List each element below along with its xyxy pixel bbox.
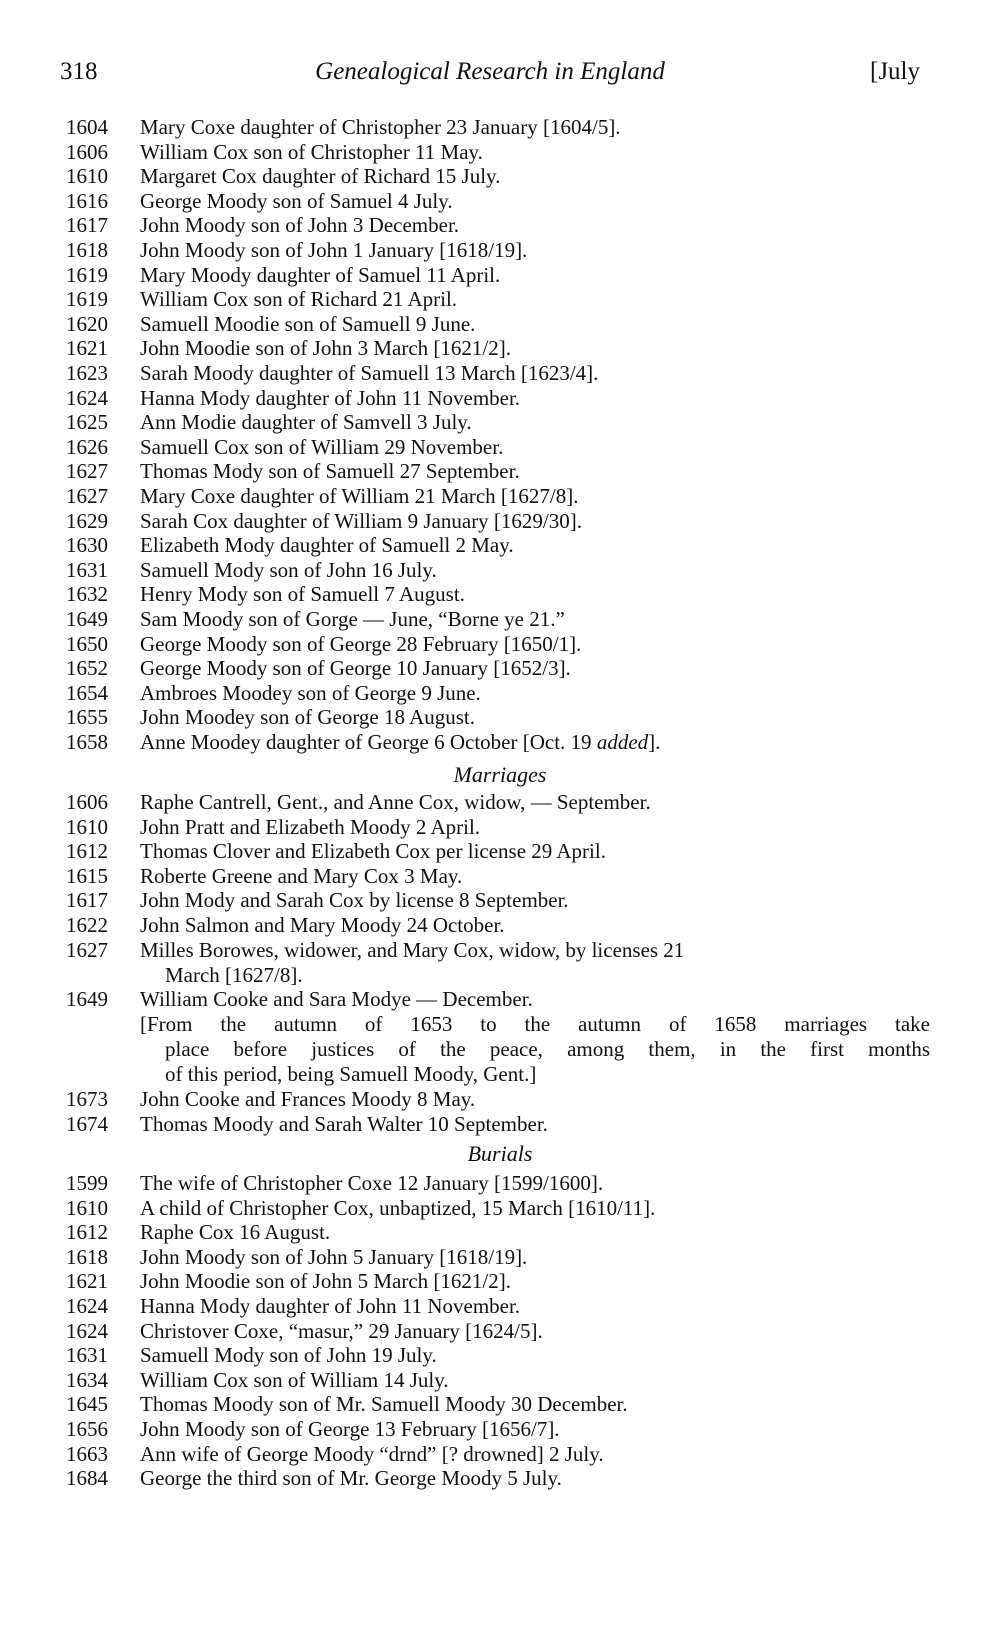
entry-text [140, 459, 520, 484]
entry-main-text: John Moodie son of John 3 March [1621/2]. [140, 336, 511, 360]
entry-text [140, 1417, 560, 1442]
entry-continuation: March [1627/8]. [165, 963, 303, 987]
entry-text [140, 864, 462, 889]
entry-year: 1616 [66, 189, 108, 213]
entry-year: 1618 [66, 238, 108, 262]
entry-text [140, 888, 569, 913]
entry-year: 1684 [66, 1466, 108, 1490]
entry-main-text: Sam Moody son of Gorge — June, “Borne ye 21.” [140, 607, 565, 631]
entry-main-text: Ann wife of George Moody “drnd” [? drowned] 2 July. [140, 1442, 604, 1466]
entry-year: 1663 [66, 1442, 108, 1466]
entry-text [140, 1245, 527, 1270]
entry-text [140, 1112, 548, 1137]
entry-main-text: George the third son of Mr. George Moody 5 July. [140, 1466, 562, 1490]
entry-year: 1654 [66, 681, 108, 705]
entry-main-text: The wife of Christopher Coxe 12 January [1599/1600]. [140, 1171, 604, 1195]
entry-italic-text: added [596, 730, 649, 754]
entry-year: 1631 [66, 558, 108, 582]
entry-main-text: Hanna Mody daughter of John 11 November. [140, 1294, 521, 1318]
entry-main-text: Elizabeth Mody daughter of Samuell 2 May. [140, 533, 514, 557]
entry-main-text: Samuell Mody son of John 19 July. [140, 1343, 437, 1367]
entry-text [140, 213, 459, 238]
entry-main-text: Thomas Clover and Elizabeth Cox per license 29 April. [140, 839, 606, 863]
entry-text [140, 336, 511, 361]
entry-text [140, 1269, 511, 1294]
entry-year: 1610 [66, 815, 108, 839]
entry-main-text: John Mody and Sarah Cox by license 8 September. [140, 888, 569, 912]
entry-year: 1623 [66, 361, 108, 385]
entry-text [140, 1442, 604, 1467]
entry-main-text: Raphe Cantrell, Gent., and Anne Cox, widow, — September. [140, 790, 651, 814]
entry-main-text: Roberte Greene and Mary Cox 3 May. [140, 864, 463, 888]
entry-text [140, 1343, 437, 1368]
entry-main-text: John Moody son of John 1 January [1618/19]. [140, 238, 528, 262]
entry-text [140, 386, 520, 411]
entry-year: 1606 [66, 790, 108, 814]
entry-main-text: John Moody son of John 5 January [1618/19]. [140, 1245, 528, 1269]
entry-text [140, 287, 457, 312]
entry-text [140, 1319, 543, 1344]
entry-year: 1619 [66, 287, 108, 311]
entry-main-text: John Moodie son of John 5 March [1621/2]. [140, 1269, 511, 1293]
entry-year: 1630 [66, 533, 108, 557]
entry-year: 1650 [66, 632, 108, 656]
entry-text [140, 987, 533, 1012]
marriages-note-line-3: of this period, being Samuell Moody, Gent.] [165, 1062, 537, 1086]
entry-year: 1610 [66, 164, 108, 188]
entry-text [140, 115, 621, 140]
entry-main-text: George Moody son of George 28 February [1650/1]. [140, 632, 582, 656]
entry-year: 1621 [66, 1269, 108, 1293]
entry-text [140, 435, 503, 460]
entry-main-text: Mary Moody daughter of Samuel 11 April. [140, 263, 501, 287]
entry-year: 1631 [66, 1343, 108, 1367]
entry-year: 1620 [66, 312, 108, 336]
entry-year: 1617 [66, 888, 108, 912]
entry-main-text: Samuell Mody son of John 16 July. [140, 558, 437, 582]
entry-year: 1612 [66, 839, 108, 863]
entry-main-text: Ambroes Moodey son of George 9 June. [140, 681, 481, 705]
entry-text [140, 509, 582, 534]
entry-main-text: Christover Coxe, “masur,” 29 January [1624/5]. [140, 1319, 543, 1343]
entry-text [140, 607, 565, 632]
entry-main-text: John Pratt and Elizabeth Moody 2 April. [140, 815, 481, 839]
entry-main-text: Thomas Mody son of Samuell 27 September. [140, 459, 520, 483]
entry-text [140, 681, 481, 706]
entry-text [140, 263, 500, 288]
entry-text [140, 730, 660, 755]
marriages-heading: Marriages [453, 762, 547, 787]
entry-text [140, 410, 472, 435]
entry-year: 1627 [66, 938, 108, 962]
entry-main-text: William Cox son of Christopher 11 May. [140, 140, 483, 164]
entry-text [140, 913, 505, 938]
entry-text [140, 164, 500, 189]
entry-year: 1610 [66, 1196, 108, 1220]
entry-main-text: Ann Modie daughter of Samvell 3 July. [140, 410, 472, 434]
entry-text [140, 1196, 655, 1221]
entry-text [140, 140, 483, 165]
entry-year: 1652 [66, 656, 108, 680]
entry-main-text: Margaret Cox daughter of Richard 15 July. [140, 164, 501, 188]
entry-text [140, 815, 480, 840]
entry-text [140, 1392, 628, 1417]
entry-year: 1629 [66, 509, 108, 533]
entry-year: 1612 [66, 1220, 108, 1244]
entry-year: 1658 [66, 730, 108, 754]
entry-text [140, 1368, 449, 1393]
entry-main-text: John Moody son of John 3 December. [140, 213, 460, 237]
entry-main-text: Mary Coxe daughter of William 21 March [1627/8]. [140, 484, 579, 508]
entry-main-text: Sarah Moody daughter of Samuell 13 March [1623/4]. [140, 361, 599, 385]
entry-main-text: Henry Mody son of Samuell 7 August. [140, 582, 465, 606]
running-month: [July [870, 58, 920, 85]
entry-main-text: John Moody son of George 13 February [1656/7]. [140, 1417, 560, 1441]
entry-text [140, 1294, 520, 1319]
entry-main-text: Raphe Cox 16 August. [140, 1220, 331, 1244]
marriages-note-line-2: place before justices of the peace, among them, in the first months [165, 1037, 930, 1061]
entry-text [140, 632, 581, 657]
entry-year: 1627 [66, 459, 108, 483]
entry-text [140, 790, 651, 815]
entry-main-text: Milles Borowes, widower, and Mary Cox, widow, by licenses 21 [140, 938, 685, 962]
entry-year: 1656 [66, 1417, 108, 1441]
entry-text [140, 1087, 475, 1112]
entry-text [140, 189, 453, 214]
entry-year: 1606 [66, 140, 108, 164]
entry-year: 1615 [66, 864, 108, 888]
entry-year: 1673 [66, 1087, 108, 1111]
burials-heading: Burials [467, 1141, 533, 1166]
entry-year: 1624 [66, 1319, 108, 1343]
entry-main-text: Samuell Cox son of William 29 November. [140, 435, 504, 459]
entry-text [140, 533, 514, 558]
entry-main-text: George Moody son of George 10 January [1652/3]. [140, 656, 571, 680]
entry-main-text: William Cox son of Richard 21 April. [140, 287, 458, 311]
entry-year: 1655 [66, 705, 108, 729]
entry-year: 1625 [66, 410, 108, 434]
entry-text [140, 1171, 603, 1196]
entry-year: 1627 [66, 484, 108, 508]
entry-year: 1649 [66, 607, 108, 631]
entry-year: 1621 [66, 336, 108, 360]
entry-year: 1599 [66, 1171, 108, 1195]
entry-main-text: Thomas Moody son of Mr. Samuell Moody 30 December. [140, 1392, 628, 1416]
entry-text [140, 238, 527, 263]
entry-main-text: John Moodey son of George 18 August. [140, 705, 476, 729]
entry-year: 1617 [66, 213, 108, 237]
entry-year: 1624 [66, 1294, 108, 1318]
entry-text [140, 361, 598, 386]
entry-year: 1645 [66, 1392, 108, 1416]
entry-year: 1618 [66, 1245, 108, 1269]
entry-text [140, 312, 475, 337]
entry-year: 1634 [66, 1368, 108, 1392]
entry-text [140, 839, 606, 864]
entry-main-text: John Salmon and Mary Moody 24 October. [140, 913, 505, 937]
page-number: 318 [60, 58, 98, 85]
entry-trailing-text: ]. [648, 730, 661, 754]
entry-year: 1619 [66, 263, 108, 287]
running-title: Genealogical Research in England [315, 58, 665, 85]
entry-main-text: William Cooke and Sara Modye — December. [140, 987, 533, 1011]
entry-main-text: A child of Christopher Cox, unbaptized, 15 March [1610/11]. [140, 1196, 656, 1220]
entry-main-text: Thomas Moody and Sarah Walter 10 September. [140, 1112, 548, 1136]
running-head [60, 58, 920, 94]
entry-text [140, 656, 571, 681]
entry-main-text: John Cooke and Frances Moody 8 May. [140, 1087, 476, 1111]
entry-main-text: George Moody son of Samuel 4 July. [140, 189, 453, 213]
entry-year: 1649 [66, 987, 108, 1011]
entry-year: 1632 [66, 582, 108, 606]
entry-year: 1624 [66, 386, 108, 410]
entry-year: 1626 [66, 435, 108, 459]
entry-text [140, 1220, 330, 1245]
entry-main-text: Samuell Moodie son of Samuell 9 June. [140, 312, 476, 336]
entry-main-text: Hanna Mody daughter of John 11 November. [140, 386, 521, 410]
entry-text [140, 938, 684, 963]
entry-year: 1674 [66, 1112, 108, 1136]
entry-year: 1622 [66, 913, 108, 937]
entry-main-text: Anne Moodey daughter of George 6 October [Oct. 19 [140, 730, 597, 754]
entry-text [140, 705, 475, 730]
entry-year: 1604 [66, 115, 108, 139]
marriages-note-line-1: [From the autumn of 1653 to the autumn of 1658 marriages take [140, 1012, 930, 1036]
entry-text [140, 558, 437, 583]
entry-text [140, 484, 579, 509]
entry-main-text: Mary Coxe daughter of Christopher 23 January [1604/5]. [140, 115, 621, 139]
entry-text [140, 582, 465, 607]
entry-main-text: William Cox son of William 14 July. [140, 1368, 449, 1392]
entry-text [140, 1466, 562, 1491]
entry-main-text: Sarah Cox daughter of William 9 January [1629/30]. [140, 509, 583, 533]
